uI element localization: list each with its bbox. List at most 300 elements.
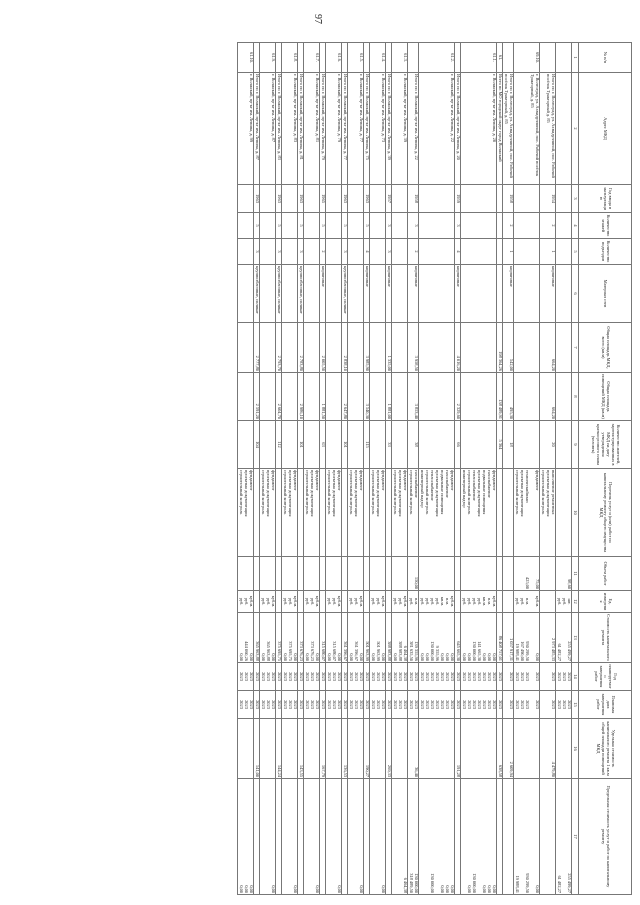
cell-line: 0,00 <box>440 885 446 893</box>
column-header: Количество этажей <box>579 213 632 239</box>
cell-line: руб. <box>557 597 562 606</box>
cell-spec <box>348 719 364 779</box>
cell-line: 444 060,26 <box>244 641 250 661</box>
cell-no: 61.6. <box>326 43 342 73</box>
cell-en: 3 <box>276 239 282 265</box>
table-body <box>238 43 572 895</box>
cell-line: куб.м. <box>381 595 387 608</box>
cell-line: 2023 <box>381 672 387 681</box>
cell-fl <box>392 213 408 239</box>
cell-line: руб. <box>477 597 483 606</box>
cell-line: проектная документация <box>310 470 316 517</box>
cell-people: 20 <box>540 421 556 469</box>
cell-vol <box>304 557 320 591</box>
cell-parea <box>348 373 364 421</box>
table-row <box>298 43 304 895</box>
cell-addr: Итого по г. Волжский, пр-кт им. Ленина, д. 75 <box>364 73 370 185</box>
cell-mat <box>461 265 497 323</box>
cell-addr: Итого по г. Волгоград, ул. Ахмадуллиной, пос. Рабочий посёлок Тракторный д. 85 <box>540 73 556 185</box>
cell-mat <box>348 265 364 323</box>
cell-no: 61. <box>497 43 503 73</box>
cell-fl <box>556 213 572 239</box>
cell-pyear <box>238 663 254 691</box>
cell-pdate <box>282 691 298 719</box>
cell-cost <box>364 613 370 663</box>
cell-people <box>282 421 298 469</box>
cell-line: 2023 <box>462 672 468 681</box>
cell-line: строительный контроль <box>349 470 355 515</box>
cell-en: 3 <box>298 239 304 265</box>
cell-pyear <box>455 663 461 691</box>
cell-people <box>238 421 254 469</box>
cell-line: 0,00 <box>492 653 498 661</box>
cell-line: 2023 <box>332 700 338 709</box>
cell-line: 0,00 <box>467 885 473 893</box>
cell-unit <box>386 591 392 613</box>
column-header: № п/п <box>579 43 632 73</box>
cell-lim <box>540 779 556 895</box>
cell-line <box>375 780 380 893</box>
cell-line <box>397 780 402 893</box>
cell-line: 19 988,41 <box>515 643 520 661</box>
cell-cost <box>370 613 386 663</box>
cell-line: 2023 <box>557 700 562 709</box>
cell-area: 542,00 <box>503 323 514 373</box>
cell-fl: 5 <box>276 213 282 239</box>
cell-line: 2023 <box>482 672 488 681</box>
cell-line: 130 000,00 <box>472 873 478 893</box>
cell-pyear <box>392 663 408 691</box>
column-header: Перечень услуг и (или) работ по капитальному ремонту общего имущества МКД <box>579 469 632 557</box>
cell-vol <box>260 557 276 591</box>
cell-line: 2023 <box>365 672 371 681</box>
cell-parea <box>514 373 540 421</box>
cell-cost <box>342 613 348 663</box>
cell-line: 0,00 <box>349 653 355 661</box>
cell-addr: Итого по г. Волжский, пр-кт им. Ленина, д. 83 <box>276 73 282 185</box>
cell-no <box>503 43 514 73</box>
cell-unit <box>364 591 370 613</box>
cell-spec: 167,79 <box>320 719 326 779</box>
cell-no <box>298 43 304 73</box>
cell-works <box>386 469 392 557</box>
cell-no <box>556 43 572 73</box>
cell-area: 3 985,90 <box>364 323 370 373</box>
cell-cost <box>408 613 419 663</box>
cell-line <box>331 780 336 893</box>
cell-spec <box>304 719 320 779</box>
cell-area <box>238 323 254 373</box>
cell-line: проектная документация <box>376 470 382 517</box>
cell-line: 167 490,00 <box>520 641 525 661</box>
cell-addr: Итого по г. Волжский, пр-кт им. Ленина, д. 39 <box>386 73 392 185</box>
table-row <box>342 43 348 895</box>
cell-mat <box>304 265 320 323</box>
cell-line: 86 408 757,01 <box>498 635 504 661</box>
cell-works <box>408 469 419 557</box>
cell-line: 2023 <box>409 700 415 709</box>
cell-line: 6 464,38 <box>403 645 409 661</box>
cell-area <box>556 323 572 373</box>
cell-spec <box>461 719 497 779</box>
cell-mat: кирпичные <box>386 265 392 323</box>
cell-vol <box>514 557 540 591</box>
cell-pdate <box>392 691 408 719</box>
column-header: Общая площадь помещений МКД (кв.м) <box>579 373 632 421</box>
cell-no <box>386 43 392 73</box>
cell-addr: г. Волжский, пр-кт им. Ленина, д. 20 <box>461 73 497 185</box>
cell-line: 2023 <box>472 700 478 709</box>
cell-people: 63 <box>320 421 326 469</box>
cell-line: 2023 <box>551 700 556 709</box>
cell-en <box>282 239 298 265</box>
cell-line: 2023 <box>492 700 498 709</box>
cell-mat: кирпичные <box>320 265 326 323</box>
cell-line: руб. <box>520 597 525 606</box>
cell-lim <box>392 779 408 895</box>
cell-line: 2023 <box>244 700 250 709</box>
cell-people <box>419 421 455 469</box>
cell-en <box>461 239 497 265</box>
cell-vol <box>556 557 572 591</box>
cell-unit <box>419 591 455 613</box>
cell-line: руб. <box>239 597 245 606</box>
cell-line: 0,00 <box>393 653 399 661</box>
cell-line: кв.м. <box>440 596 446 607</box>
cell-no: 69.10. <box>514 43 540 73</box>
cell-en: 1 <box>503 239 514 265</box>
cell-line: 2023 <box>535 672 540 681</box>
cell-no <box>408 43 419 73</box>
cell-line: 0,00 <box>359 885 365 893</box>
cell-mat <box>326 265 342 323</box>
cell-no: 61.3. <box>392 43 408 73</box>
cell-pyear <box>276 663 282 691</box>
cell-lim <box>304 779 320 895</box>
cell-line: 9 355,96 <box>435 645 441 661</box>
cell-line: 2023 <box>420 700 426 709</box>
cell-vol <box>455 557 461 591</box>
column-number: 8 <box>572 373 579 421</box>
cell-spec: 143,55 <box>298 719 304 779</box>
column-number: 3 <box>572 185 579 213</box>
cell-lim <box>408 779 419 895</box>
column-number: 4 <box>572 213 579 239</box>
cell-line: 2023 <box>409 672 415 681</box>
column-number: 9 <box>572 421 579 469</box>
cell-line: фундамент <box>271 470 277 491</box>
cell-fl <box>461 213 497 239</box>
cell-line: 2023 <box>271 672 277 681</box>
cell-unit <box>370 591 386 613</box>
cell-works <box>514 469 540 557</box>
cell-line: 0,00 <box>487 885 493 893</box>
cell-year: 1958 <box>408 185 419 213</box>
cell-mat <box>282 265 298 323</box>
cell-addr: г. Волжский, пр-кт им. Ленина, д. 79 <box>326 73 342 185</box>
cell-spec: 144,24 <box>276 719 282 779</box>
cell-line: руб. <box>261 597 267 606</box>
cell-line: проектная документация <box>546 470 551 517</box>
cell-en: 3 <box>342 239 348 265</box>
cell-line: руб. <box>562 597 567 606</box>
cell-line: 2023 <box>359 700 365 709</box>
cell-line: куб.м. <box>315 595 321 608</box>
column-header: Объем работ <box>579 557 632 591</box>
cell-lim <box>320 779 326 895</box>
cell-line: строительный контроль <box>393 470 399 515</box>
cell-line: 0,00 <box>381 653 387 661</box>
cell-en <box>419 239 455 265</box>
cell-line: 2023 <box>365 700 371 709</box>
cell-pyear <box>282 663 298 691</box>
cell-lim <box>348 779 364 895</box>
cell-addr: г. Волжский, пр-кт им. Ленина, д. 73 <box>370 73 386 185</box>
cell-line: 2023 <box>393 700 399 709</box>
cell-line: 0,00 <box>249 653 255 661</box>
cell-line <box>392 780 397 893</box>
cell-parea <box>260 373 276 421</box>
cell-line: куб.м. <box>403 595 409 608</box>
cell-line: 2023 <box>371 672 377 681</box>
cell-year <box>461 185 497 213</box>
cell-mat <box>238 265 254 323</box>
cell-line: 2023 <box>467 672 473 681</box>
cell-line: 0,00 <box>425 653 431 661</box>
cell-addr: Итого по г. Волжский, пр-кт им. Ленина, д. 87 <box>254 73 260 185</box>
cell-area: 3 958,50 <box>408 323 419 373</box>
cell-line: фундамент <box>535 470 540 491</box>
cell-line: п.м. <box>445 597 451 606</box>
cell-pdate <box>260 691 276 719</box>
cell-line: руб. <box>266 597 272 606</box>
cell-en <box>326 239 342 265</box>
cell-year: 1957 <box>386 185 392 213</box>
table-row <box>348 43 364 895</box>
cell-line: 381 635,50 <box>409 641 415 661</box>
cell-line: 930 299,50 <box>525 873 530 893</box>
cell-line: куб.м. <box>492 595 498 608</box>
cell-addr: г. Волжский, пр-кт им. Ленина, д. 81 <box>304 73 320 185</box>
cell-year: 1963 <box>298 185 304 213</box>
cell-mat: кирпичные <box>503 265 514 323</box>
cell-parea: 138 489,91 <box>497 373 503 421</box>
cell-vol <box>326 557 342 591</box>
cell-cost <box>540 613 556 663</box>
cell-lim <box>556 779 572 895</box>
cell-no <box>276 43 282 73</box>
cell-parea: 1 881,50 <box>320 373 326 421</box>
cell-works <box>254 469 260 557</box>
cell-line: 2023 <box>567 700 572 709</box>
cell-en <box>514 239 540 265</box>
cell-line: 0,00 <box>249 885 255 893</box>
cell-line: руб. <box>409 597 415 606</box>
cell-line <box>282 780 287 893</box>
cell-line: 365 963,88 <box>266 641 272 661</box>
cell-line: 2023 <box>249 700 255 709</box>
cell-vol <box>276 557 282 591</box>
cell-vol <box>386 557 392 591</box>
cell-line: руб. <box>515 597 520 606</box>
cell-pdate <box>514 691 540 719</box>
cell-works <box>326 469 342 557</box>
cell-works <box>238 469 254 557</box>
cell-lim <box>503 779 514 895</box>
cell-line: проектная документация <box>398 470 404 517</box>
cell-cost <box>298 613 304 663</box>
cell-line: 2023 <box>310 672 316 681</box>
cell-pyear <box>298 663 304 691</box>
cell-parea <box>461 373 497 421</box>
cell-spec: 190,27 <box>364 719 370 779</box>
cell-addr: г. Волжский, пр-кт им. Ленина, д. 39 <box>392 73 408 185</box>
cell-spec: 191,28 <box>455 719 461 779</box>
cell-fl: 2 <box>503 213 514 239</box>
table-row <box>540 43 556 895</box>
cell-unit <box>320 591 326 613</box>
table-row <box>238 43 254 895</box>
cell-line: куб.м. <box>271 595 277 608</box>
cell-line: 0,00 <box>450 653 456 661</box>
cell-lim <box>282 779 298 895</box>
cell-line: руб. <box>398 597 404 606</box>
cell-line: руб. <box>283 597 289 606</box>
cell-line: 318 489,50 <box>409 873 415 893</box>
cell-line: 373 676,23 <box>299 641 305 661</box>
cell-line: 2023 <box>440 700 446 709</box>
cell-line: 2023 <box>277 700 283 709</box>
cell-fl: 5 <box>298 213 304 239</box>
cell-line: 2023 <box>472 672 478 681</box>
cell-pdate <box>497 691 503 719</box>
cell-cost <box>254 613 260 663</box>
cell-line: 2023 <box>403 700 409 709</box>
cell-mat: крупнозблочные, силикат <box>342 265 348 323</box>
cell-mat: крупнозблочные, силикат <box>298 265 304 323</box>
cell-line: 0,00 <box>271 885 277 893</box>
cell-mat <box>497 265 503 323</box>
cell-line: проектная документация <box>266 470 272 517</box>
cell-pyear <box>348 663 364 691</box>
cell-fl: 5 <box>364 213 370 239</box>
cell-spec: 36,40 <box>408 719 419 779</box>
cell-unit <box>392 591 408 613</box>
cell-area <box>419 323 455 373</box>
cell-mat <box>370 265 386 323</box>
cell-line: руб. <box>354 597 360 606</box>
cell-spec: 136,53 <box>342 719 348 779</box>
column-header: Год ввода в эксплуатацию <box>579 185 632 213</box>
cell-line: 2023 <box>509 672 514 681</box>
cell-line: 2023 <box>249 672 255 681</box>
cell-addr: Итого по г. Волжский, пр-кт им. Ленина, д. 81 <box>298 73 304 185</box>
column-number: 1 <box>572 43 579 73</box>
cell-en <box>238 239 254 265</box>
cell-unit <box>282 591 298 613</box>
cell-line: инженерный надзор <box>462 470 468 508</box>
cell-area <box>392 323 408 373</box>
cell-line <box>326 780 331 893</box>
cell-line: 2023 <box>515 700 520 709</box>
cell-line: 2023 <box>343 700 349 709</box>
cell-year <box>556 185 572 213</box>
cell-pyear <box>514 663 540 691</box>
cell-line: строительный контроль <box>515 470 520 515</box>
cell-line: 2023 <box>310 700 316 709</box>
cell-area: 4 016,20 <box>455 323 461 373</box>
cell-line: 0,00 <box>283 653 289 661</box>
cell-line: 425,00 <box>525 576 530 589</box>
cell-line: 315 680,07 <box>332 641 338 661</box>
cell-line: 0,00 <box>535 885 540 893</box>
cell-line: 19 988,41 <box>515 875 520 893</box>
cell-spec: 638,58 <box>497 719 503 779</box>
cell-addr: г. Волжский, пр-кт им. Ленина, д. 99 <box>238 73 254 185</box>
table-row <box>503 43 514 895</box>
cell-line: 0,00 <box>482 885 488 893</box>
cell-vol <box>503 557 514 591</box>
cell-people: 33 <box>386 421 392 469</box>
cell-line: куб.м. <box>337 595 343 608</box>
cell-line: 2023 <box>525 672 530 681</box>
cell-line: 2023 <box>393 672 399 681</box>
cell-works <box>497 469 503 557</box>
cell-line: руб. <box>327 597 333 606</box>
cell-year: 1965 <box>320 185 326 213</box>
cell-line: 375 695,75 <box>288 641 294 661</box>
cell-people: 66 <box>455 421 461 469</box>
cell-vol <box>370 557 386 591</box>
cell-fl <box>304 213 320 239</box>
cell-line: 2023 <box>321 700 327 709</box>
cell-parea: 2 986,10 <box>298 373 304 421</box>
cell-year <box>260 185 276 213</box>
table-row <box>419 43 455 895</box>
cell-line: 2023 <box>456 700 462 709</box>
cell-cost <box>455 613 461 663</box>
cell-line: 2023 <box>315 672 321 681</box>
cell-line: 2 973 485,33 <box>551 637 556 661</box>
cell-area <box>260 323 276 373</box>
cell-addr: Итого по г. Волжский, пр-кт им. Ленина, д. 79 <box>320 73 326 185</box>
cell-line: 2023 <box>376 672 382 681</box>
cell-line: 2023 <box>261 700 267 709</box>
cell-pdate <box>342 691 348 719</box>
cell-line: 0,00 <box>261 653 267 661</box>
cell-area: 664,20 <box>540 323 556 373</box>
cell-line: 2023 <box>482 700 488 709</box>
cell-line: куб.м. <box>450 595 456 608</box>
column-number: 7 <box>572 323 579 373</box>
cell-year: 1963 <box>254 185 260 213</box>
cell-line: 2023 <box>244 672 250 681</box>
cell-en <box>370 239 386 265</box>
document-stage <box>32 42 632 894</box>
column-header: Количество жителей, зарегистрированных в МКД на дату утверждения краткосрочного плана (человек) <box>579 421 632 469</box>
cell-line: 255 499,27 <box>567 641 572 661</box>
cell-vol <box>342 557 348 591</box>
cell-line: газоснабжение <box>445 470 451 498</box>
cell-vol <box>320 557 326 591</box>
cell-pdate <box>461 691 497 719</box>
cell-line: фундамент <box>492 470 498 491</box>
cell-line: 2023 <box>398 700 404 709</box>
cell-parea: 2 329,60 <box>455 373 461 421</box>
cell-line <box>348 780 353 893</box>
cell-line: 0,00 <box>492 885 498 893</box>
cell-line <box>461 780 466 893</box>
